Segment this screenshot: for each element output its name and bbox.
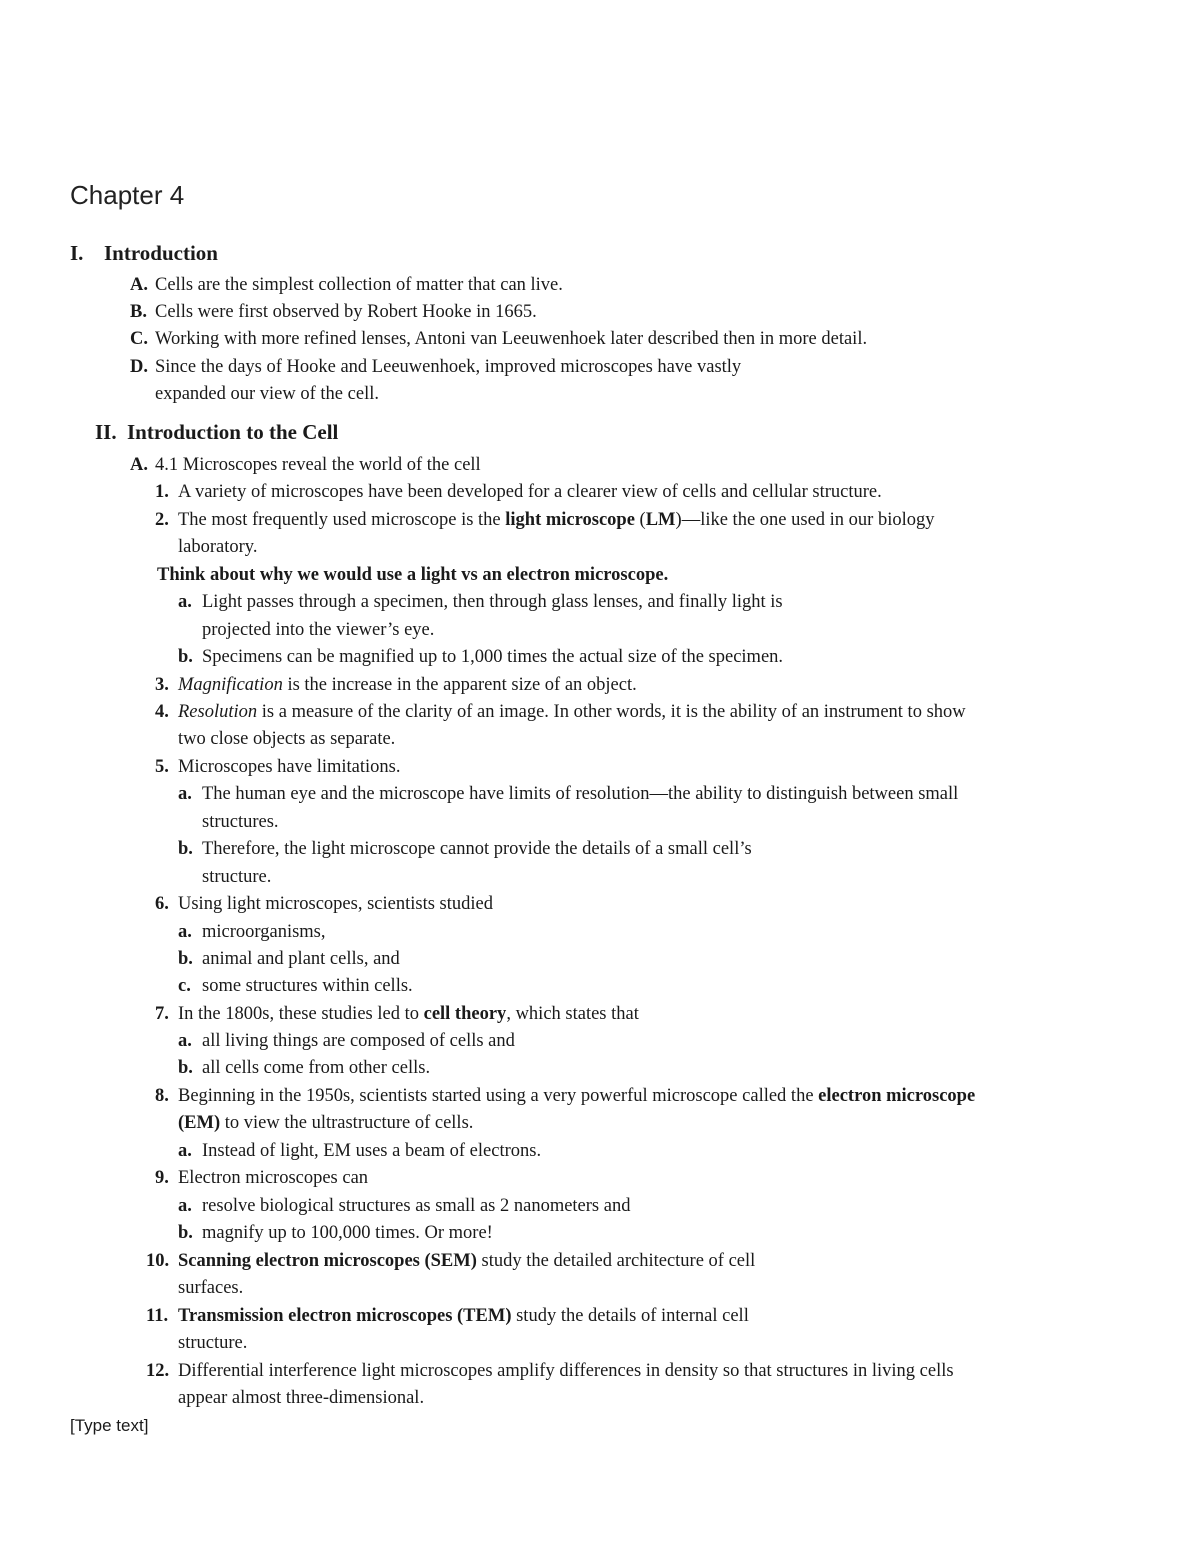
list-item: a. resolve biological structures as small as 2 nanometers and bbox=[178, 1196, 631, 1216]
list-item-continuation: laboratory. bbox=[178, 537, 258, 557]
list-item: a. all living things are composed of cells and bbox=[178, 1031, 515, 1051]
list-item-continuation: surfaces. bbox=[178, 1278, 244, 1298]
list-item-continuation: structure. bbox=[178, 1333, 248, 1353]
list-item-continuation: (EM) to view the ultrastructure of cells. bbox=[178, 1113, 474, 1133]
list-item: C. Working with more refined lenses, Antoni van Leeuwenhoek later described then in more detail. bbox=[130, 329, 868, 349]
list-item: c. some structures within cells. bbox=[178, 976, 413, 996]
term-cell-theory: cell theory bbox=[423, 1004, 507, 1024]
list-item-continuation: appear almost three-dimensional. bbox=[178, 1388, 425, 1408]
list-item: B. Cells were first observed by Robert Hooke in 1665. bbox=[130, 302, 537, 322]
list-item-continuation: structure. bbox=[202, 867, 272, 887]
list-item: 11. Transmission electron microscopes (TEM) study the details of internal cell bbox=[146, 1306, 749, 1326]
list-item: A. Cells are the simplest collection of matter that can live. bbox=[130, 275, 563, 295]
list-item-continuation: structures. bbox=[202, 812, 279, 832]
list-item: 6. Using light microscopes, scientists studied bbox=[155, 894, 493, 914]
section-heading-introduction bbox=[70, 242, 218, 264]
list-item: 4. Resolution is a measure of the clarity of an image. In other words, it is the ability of an instrument to show bbox=[155, 702, 966, 722]
term-electron-microscope: electron microscope bbox=[818, 1086, 976, 1106]
list-item: 10. Scanning electron microscopes (SEM) study the detailed architecture of cell bbox=[146, 1251, 756, 1271]
list-item: 2. The most frequently used microscope is the light microscope (LM)—like the one used in our biology bbox=[155, 510, 935, 530]
list-item: b. Therefore, the light microscope cannot provide the details of a small cell’s bbox=[178, 839, 752, 859]
section-heading-text: Introduction bbox=[104, 241, 218, 265]
section-marker: II. bbox=[95, 420, 117, 444]
list-item: 7. In the 1800s, these studies led to cell theory, which states that bbox=[155, 1004, 639, 1024]
list-item: b. Specimens can be magnified up to 1,000 times the actual size of the specimen. bbox=[178, 647, 784, 667]
think-about-note: Think about why we would use a light vs an electron microscope. bbox=[157, 565, 669, 585]
term-tem: Transmission electron microscopes (TEM) bbox=[178, 1306, 512, 1326]
list-item: b. magnify up to 100,000 times. Or more! bbox=[178, 1223, 493, 1243]
list-item: 3. Magnification is the increase in the apparent size of an object. bbox=[155, 675, 637, 695]
list-item: 12. Differential interference light microscopes amplify differences in density so that structures in living cells bbox=[146, 1361, 954, 1381]
list-item-continuation: expanded our view of the cell. bbox=[155, 384, 379, 404]
list-item: 1. A variety of microscopes have been developed for a clearer view of cells and cellular structure. bbox=[155, 482, 882, 502]
list-item: A. 4.1 Microscopes reveal the world of the cell bbox=[130, 455, 481, 475]
list-item: a. The human eye and the microscope have limits of resolution—the ability to distinguish between small bbox=[178, 784, 959, 804]
list-item: a. Instead of light, EM uses a beam of electrons. bbox=[178, 1141, 542, 1161]
list-item-continuation: two close objects as separate. bbox=[178, 729, 396, 749]
section-heading-text: Introduction to the Cell bbox=[127, 420, 339, 444]
chapter-title: Chapter 4 bbox=[70, 180, 185, 210]
term-resolution: Resolution bbox=[178, 702, 258, 722]
list-item: D. Since the days of Hooke and Leeuwenhoek, improved microscopes have vastly bbox=[130, 357, 742, 377]
list-item-continuation: projected into the viewer’s eye. bbox=[202, 620, 435, 640]
list-item: b. animal and plant cells, and bbox=[178, 949, 400, 969]
term-light-microscope: light microscope bbox=[505, 510, 635, 530]
footer-placeholder-text[interactable]: [Type text] bbox=[70, 1416, 149, 1435]
list-item: a. microorganisms, bbox=[178, 922, 326, 942]
list-item: 5. Microscopes have limitations. bbox=[155, 757, 401, 777]
list-item: 8. Beginning in the 1950s, scientists started using a very powerful microscope called the electron microscope bbox=[155, 1086, 976, 1106]
term-magnification: Magnification bbox=[178, 675, 283, 695]
section-heading-introduction-to-cell bbox=[95, 421, 338, 443]
list-item: 9. Electron microscopes can bbox=[155, 1168, 369, 1188]
section-marker: I. bbox=[70, 241, 84, 265]
term-sem: Scanning electron microscopes (SEM) bbox=[178, 1251, 477, 1271]
list-item: a. Light passes through a specimen, then through glass lenses, and finally light is bbox=[178, 592, 783, 612]
list-item: b. all cells come from other cells. bbox=[178, 1058, 431, 1078]
